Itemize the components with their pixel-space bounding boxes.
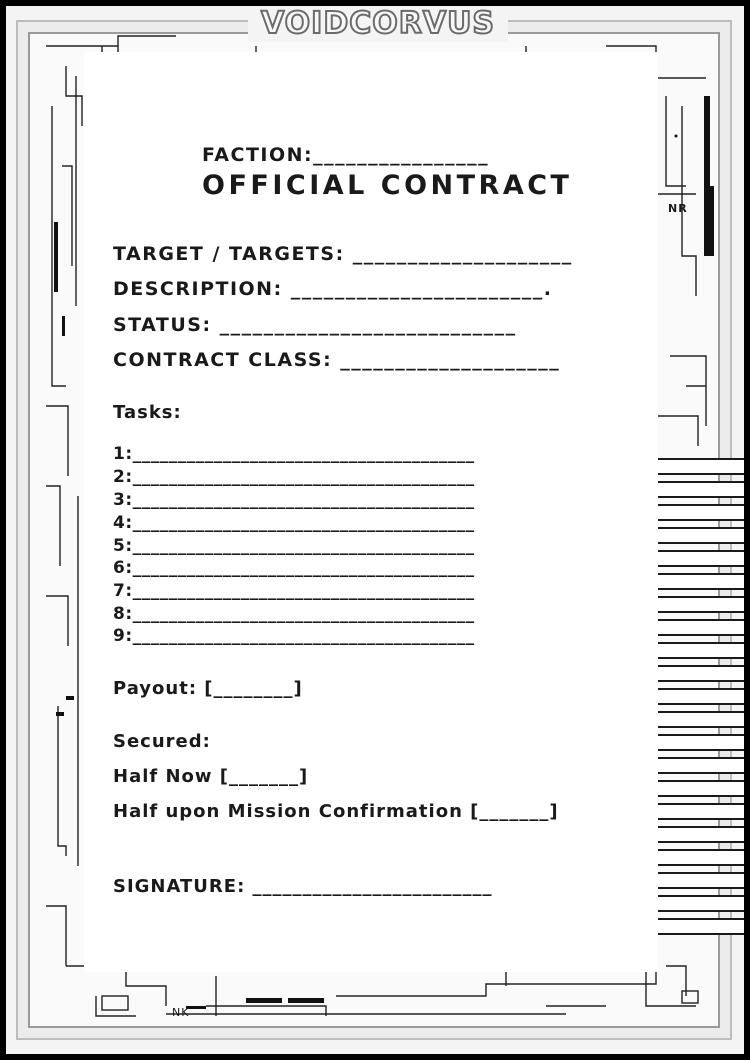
- task-line: 3:______________________________________: [113, 490, 475, 510]
- faction-line: FACTION:________________: [202, 144, 490, 166]
- task-line: 8:______________________________________: [113, 604, 475, 624]
- task-line: 7:______________________________________: [113, 581, 475, 601]
- task-line: 6:______________________________________: [113, 558, 475, 578]
- task-line: 2:______________________________________: [113, 467, 475, 487]
- secured-heading: Secured:: [113, 731, 211, 752]
- bottom-tag: NK: [172, 1006, 190, 1019]
- task-line: 4:______________________________________: [113, 513, 475, 533]
- page-title: OFFICIAL CONTRACT: [202, 170, 573, 201]
- description-field: DESCRIPTION: _______________________.: [113, 278, 553, 300]
- brand-logo: [248, 6, 508, 42]
- brand-logo-text: VOIDCORVUS: [260, 6, 496, 41]
- task-line: 9:______________________________________: [113, 626, 475, 646]
- right-tag: NR: [668, 202, 688, 215]
- target-field: TARGET / TARGETS: ____________________: [113, 243, 573, 265]
- tasks-heading: Tasks:: [113, 402, 182, 423]
- signature-field: SIGNATURE: ________________________: [113, 876, 493, 897]
- task-line: 1:______________________________________: [113, 444, 475, 464]
- task-line: 5:______________________________________: [113, 536, 475, 556]
- status-field: STATUS: ___________________________: [113, 314, 517, 336]
- half-now-field: Half Now [_______]: [113, 766, 309, 787]
- half-confirmation-field: Half upon Mission Confirmation [_______]: [113, 801, 559, 822]
- contract-page: [6, 6, 744, 1054]
- contract-class-field: CONTRACT CLASS: ____________________: [113, 349, 561, 371]
- payout-field: Payout: [________]: [113, 678, 303, 699]
